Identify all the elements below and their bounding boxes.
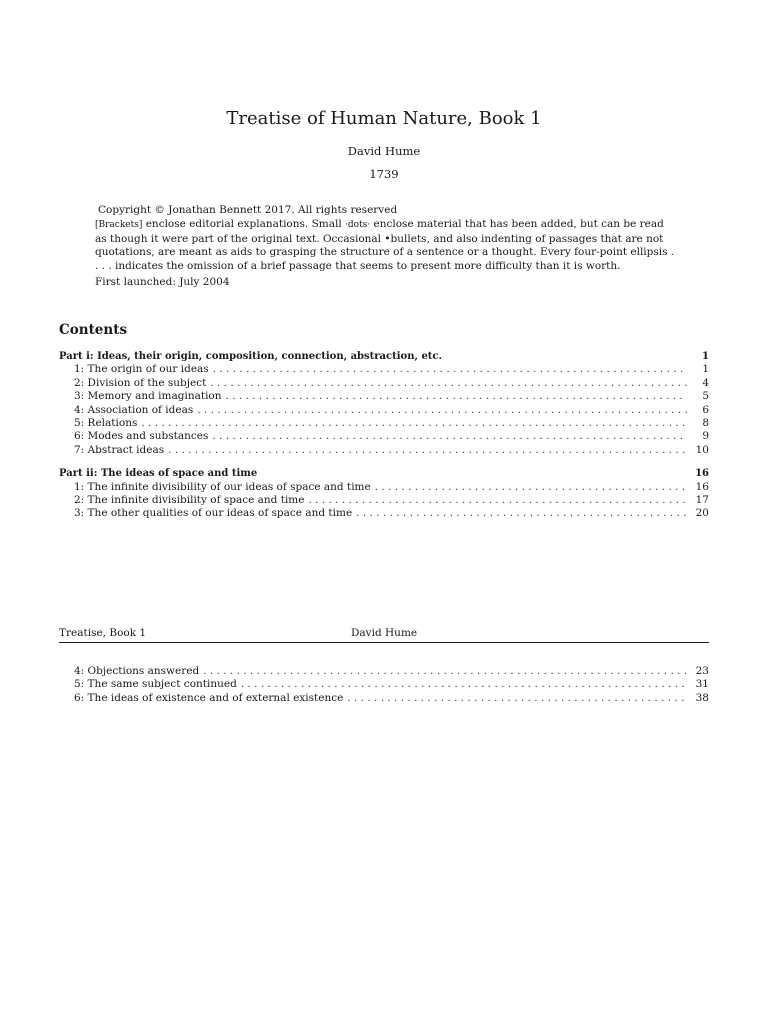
toc-page-number: 16: [695, 468, 709, 480]
toc-leader: [356, 507, 687, 520]
toc-entry[interactable]: [59, 665, 709, 678]
first-launched-line: First launched: July 2004: [95, 276, 230, 289]
toc-leader: [212, 430, 687, 443]
toc-leader: [375, 481, 687, 494]
toc-part-label: Part i: Ideas, their origin, composition, connection, abstraction, etc.: [59, 351, 442, 362]
toc-page-number: 16: [695, 480, 709, 493]
toc-entry[interactable]: [59, 363, 709, 376]
toc-leader: [203, 665, 687, 678]
toc-page-number: 17: [695, 493, 709, 506]
toc-entry-label: 3: The other qualities of our ideas of space and time: [74, 507, 353, 520]
toc-entry[interactable]: [59, 430, 709, 443]
toc-entry[interactable]: [59, 390, 709, 403]
toc-leader: [213, 363, 687, 376]
toc-entry[interactable]: [59, 678, 709, 691]
toc-page-number: 10: [695, 443, 709, 456]
running-head-author: David Hume: [351, 627, 418, 639]
note-text-2: enclose material that has been added, but can be read as though it were part of the original text. Occasional •bullets, and also indenting of passages that are not quotations, are meant as aids to grasping the structure of a sentence or a thought. Every four-point ellipsis . . . . indicates the omission of a brief passage that seems to present more difficulty than it is worth.: [95, 218, 675, 272]
toc-entry[interactable]: [59, 507, 709, 520]
toc-leader: [197, 404, 687, 417]
toc-page-number: 9: [702, 430, 709, 443]
toc-leader: [241, 678, 687, 691]
toc-page-number: 8: [702, 416, 709, 429]
toc-entry-label: 5: Relations: [74, 416, 138, 429]
toc-page-number: 1: [702, 351, 709, 362]
toc-leader: [210, 377, 687, 390]
toc-entry-label: 3: Memory and imagination: [74, 390, 222, 403]
toc-leader: [347, 692, 687, 705]
toc-page-number: 5: [702, 390, 709, 403]
brackets-word: [Brackets]: [95, 220, 143, 231]
toc-page-number: 23: [695, 665, 709, 677]
toc-entry[interactable]: [59, 481, 709, 494]
toc-page-number: 4: [702, 376, 709, 389]
document-year: 1739: [369, 167, 399, 181]
running-head: [59, 627, 709, 643]
toc-entry-label: 2: Division of the subject: [74, 376, 207, 389]
toc-entry[interactable]: [59, 417, 709, 430]
contents-heading: Contents: [59, 322, 128, 338]
toc-leader: [308, 494, 687, 507]
toc-page-number: 38: [695, 691, 709, 704]
toc-entry-label: 6: The ideas of existence and of external existence: [74, 691, 344, 704]
toc-entry[interactable]: [59, 404, 709, 417]
toc-entry-label: 5: The same subject continued: [74, 678, 237, 691]
toc-entry-label: 1: The infinite divisibility of our ideas of space and time: [74, 480, 371, 493]
toc-entry[interactable]: [59, 377, 709, 390]
toc-entry[interactable]: [59, 444, 709, 457]
toc-entry-label: 7: Abstract ideas: [74, 443, 165, 456]
toc-entry-label: 6: Modes and substances: [74, 430, 209, 443]
part-gap: [59, 457, 709, 467]
copyright-line: Copyright © Jonathan Bennett 2017. All rights reserved: [98, 204, 398, 216]
note-text-1: enclose editorial explanations. Small: [142, 218, 346, 231]
table-of-contents: [59, 350, 709, 521]
toc-leader: [141, 417, 687, 430]
toc-leader: [168, 444, 687, 457]
toc-entry[interactable]: [59, 494, 709, 507]
running-head-title: Treatise, Book 1: [59, 627, 147, 639]
toc-leader: [226, 390, 687, 403]
document-author: David Hume: [347, 144, 421, 158]
toc-entry-label: 1: The origin of our ideas: [74, 363, 209, 376]
dots-word: ·dots·: [345, 220, 371, 231]
toc-entry-label: 4: Association of ideas: [74, 403, 194, 416]
front-matter: [95, 204, 675, 289]
toc-part-label: Part ii: The ideas of space and time: [59, 468, 258, 480]
toc-part-2[interactable]: [59, 467, 709, 480]
toc-entry-label: 2: The infinite divisibility of space and time: [74, 493, 305, 506]
toc-page-number: 1: [702, 363, 709, 376]
toc-page-number: 20: [695, 507, 709, 520]
editorial-note: [95, 218, 675, 273]
toc-entry-label: 4: Objections answered: [74, 665, 200, 677]
table-of-contents-continued: [59, 665, 709, 705]
toc-entry[interactable]: [59, 692, 709, 705]
toc-page-number: 31: [695, 678, 709, 691]
toc-part-1[interactable]: [59, 350, 709, 363]
toc-page-number: 6: [702, 403, 709, 416]
document-title: Treatise of Human Nature, Book 1: [226, 108, 542, 129]
